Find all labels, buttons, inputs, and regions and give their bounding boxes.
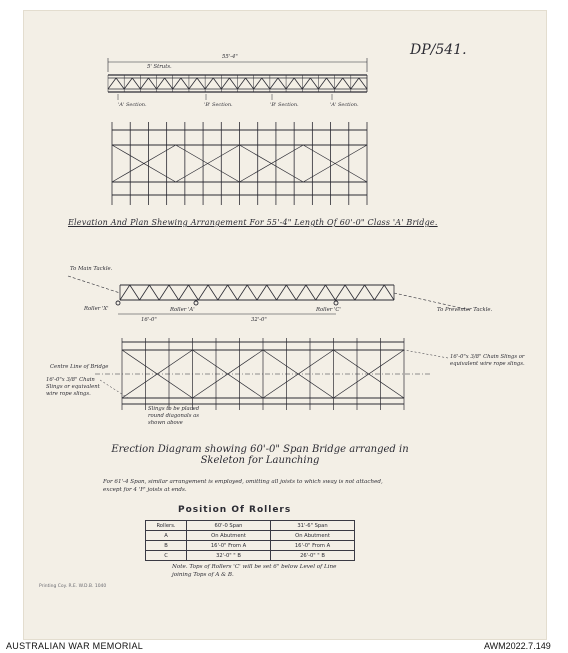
table-row bbox=[146, 531, 355, 541]
skeleton-diagonal bbox=[189, 285, 199, 300]
table-header-cell: Rollers. bbox=[146, 521, 187, 531]
skeleton-diagonal bbox=[335, 285, 345, 300]
table-cell: 26'-0" " B bbox=[271, 551, 355, 561]
skeleton-diagonal bbox=[257, 285, 267, 300]
truss-diagonal bbox=[335, 78, 343, 89]
skeleton-diagonal bbox=[159, 285, 169, 300]
skeleton-diagonal bbox=[120, 285, 130, 300]
roller-a-label: Roller 'A' bbox=[170, 307, 195, 313]
truss-diagonal bbox=[270, 78, 278, 89]
truss-diagonal bbox=[254, 78, 262, 89]
truss-diagonal bbox=[148, 78, 156, 89]
roller-x-mark bbox=[116, 301, 120, 305]
centre-line-label: Centre Line of Bridge bbox=[50, 364, 109, 370]
truss-diagonal bbox=[302, 78, 310, 89]
truss-diagonal bbox=[327, 78, 335, 89]
footer-accession-number: AWM2022.7.149 bbox=[484, 641, 551, 651]
main-tackle-line bbox=[68, 276, 120, 293]
skeleton-diagonal bbox=[228, 285, 238, 300]
skeleton-diagonal bbox=[365, 285, 375, 300]
skeleton-diagonal bbox=[374, 285, 384, 300]
table-cell: 16'-0" From A bbox=[271, 541, 355, 551]
truss-diagonal bbox=[197, 78, 205, 89]
truss-diagonal bbox=[229, 78, 237, 89]
truss-diagonal bbox=[140, 78, 148, 89]
slings-note: Slings to be placed round diagonals as shown above bbox=[148, 406, 200, 426]
table-cell: A bbox=[146, 531, 187, 541]
chain-slings-right-label: 16'-0"x 3/8" Chain Slings or equivalent wire rope slings. bbox=[450, 354, 525, 367]
erection-diagram-title: Erection Diagram showing 60'-0" Span Bridge arranged in Skeleton for Launching bbox=[111, 444, 409, 466]
table-header-cell: 60'-0 Span bbox=[187, 521, 271, 531]
section-label-a-left: 'A' Section. bbox=[118, 102, 147, 108]
table-cell: 16'-0" From A bbox=[187, 541, 271, 551]
dim-32-label: 32'-0" bbox=[251, 317, 267, 323]
drawing-reference: DP/541. bbox=[410, 42, 467, 58]
skeleton-diagonal bbox=[130, 285, 140, 300]
truss-diagonal bbox=[351, 78, 359, 89]
skeleton-diagonal bbox=[296, 285, 306, 300]
truss-diagonal bbox=[278, 78, 286, 89]
roller-x-label: Roller 'X' bbox=[84, 306, 109, 312]
truss-diagonal bbox=[359, 78, 367, 89]
truss-diagonal bbox=[173, 78, 181, 89]
truss-diagonal bbox=[262, 78, 270, 89]
table-row bbox=[146, 551, 355, 561]
table-row bbox=[146, 541, 355, 551]
skeleton-diagonal bbox=[326, 285, 336, 300]
truss-diagonal bbox=[310, 78, 318, 89]
span-dimension-label: 55'-4" bbox=[222, 54, 238, 60]
truss-diagonal bbox=[238, 78, 246, 89]
truss-diagonal bbox=[221, 78, 229, 89]
skeleton-diagonal bbox=[149, 285, 159, 300]
skeleton-diagonal bbox=[345, 285, 355, 300]
table-cell: On Abutment bbox=[271, 531, 355, 541]
section-label-b-right: 'B' Section. bbox=[270, 102, 299, 108]
roller-a-mark bbox=[194, 301, 198, 305]
truss-diagonal bbox=[181, 78, 189, 89]
truss-diagonal bbox=[213, 78, 221, 89]
skeleton-diagonal bbox=[355, 285, 365, 300]
truss-diagonal bbox=[116, 78, 124, 89]
truss-diagonal bbox=[318, 78, 326, 89]
truss-diagonal bbox=[124, 78, 132, 89]
truss-diagonal bbox=[294, 78, 302, 89]
rollers-note: Note. Tops of Rollers 'C' will be set 6" below Level of Line joining Tops of A & B. bbox=[172, 564, 337, 578]
span-61-note: For 61'-4 Span, similar arrangement is employed, omitting all joists to which sway is not attached, except for 4 'F' joists at ends. bbox=[103, 479, 383, 493]
truss-diagonal bbox=[108, 78, 116, 89]
truss-diagonal bbox=[246, 78, 254, 89]
truss-diagonal bbox=[205, 78, 213, 89]
preventer-tackle-label: To Preventer Tackle. bbox=[437, 307, 493, 313]
truss-diagonal bbox=[132, 78, 140, 89]
skeleton-diagonal bbox=[306, 285, 316, 300]
skeleton-diagonal bbox=[277, 285, 287, 300]
rollers-table-title: Position Of Rollers bbox=[178, 505, 292, 515]
skeleton-diagonal bbox=[208, 285, 218, 300]
truss-diagonal bbox=[189, 78, 197, 89]
skeleton-diagonal bbox=[384, 285, 394, 300]
truss-diagonal bbox=[286, 78, 294, 89]
rollers-table bbox=[145, 520, 355, 561]
skeleton-diagonal bbox=[247, 285, 257, 300]
struts-label: 5' Struts. bbox=[147, 64, 172, 70]
printer-imprint: Printing Coy. R.E. W.D.B. 1040 bbox=[39, 584, 107, 589]
sling-leader bbox=[404, 350, 448, 358]
skeleton-diagonal bbox=[198, 285, 208, 300]
roller-c-mark bbox=[334, 301, 338, 305]
section-label-b-left: 'B' Section. bbox=[204, 102, 233, 108]
table-cell: B bbox=[146, 541, 187, 551]
main-tackle-label: To Main Tackle. bbox=[70, 266, 113, 272]
table-cell: On Abutment bbox=[187, 531, 271, 541]
elevation-plan-title: Elevation And Plan Shewing Arrangement For 55'-4" Length Of 60'-0" Class 'A' Bridge. bbox=[68, 218, 438, 227]
skeleton-diagonal bbox=[286, 285, 296, 300]
roller-c-label: Roller 'C' bbox=[316, 307, 341, 313]
skeleton-diagonal bbox=[267, 285, 277, 300]
skeleton-diagonal bbox=[169, 285, 179, 300]
table-header-row bbox=[146, 521, 355, 531]
table-header-cell: 31'-6" Span bbox=[271, 521, 355, 531]
table-cell: 32'-0" " B bbox=[187, 551, 271, 561]
skeleton-diagonal bbox=[140, 285, 150, 300]
skeleton-diagonal bbox=[237, 285, 247, 300]
truss-diagonal bbox=[165, 78, 173, 89]
skeleton-diagonal bbox=[316, 285, 326, 300]
section-label-a-right: 'A' Section. bbox=[330, 102, 359, 108]
skeleton-diagonal bbox=[218, 285, 228, 300]
footer-institution: AUSTRALIAN WAR MEMORIAL bbox=[6, 641, 144, 651]
dim-16-label: 16'-0" bbox=[141, 317, 157, 323]
chain-slings-left-label: 16'-0"x 3/8" Chain Slings or equivalent wire rope slings. bbox=[46, 377, 100, 397]
truss-diagonal bbox=[157, 78, 165, 89]
table-cell: C bbox=[146, 551, 187, 561]
skeleton-diagonal bbox=[179, 285, 189, 300]
truss-diagonal bbox=[343, 78, 351, 89]
